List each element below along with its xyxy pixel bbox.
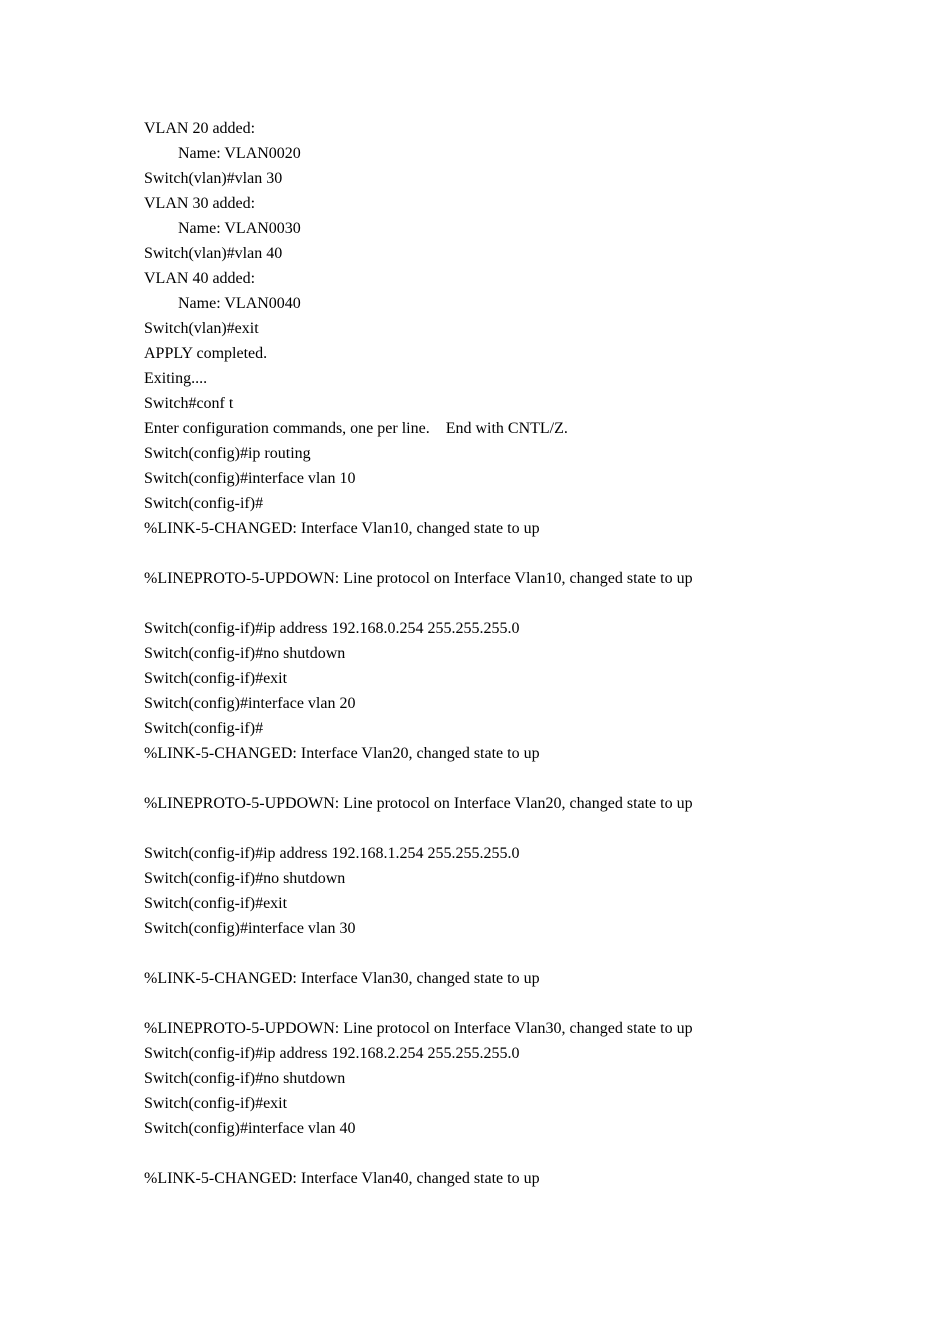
transcript-line: APPLY completed. <box>144 345 268 362</box>
blank-line <box>144 991 904 1016</box>
transcript-line: Name: VLAN0030 <box>178 220 301 237</box>
transcript-line: Switch(config-if)#no shutdown <box>144 1070 346 1087</box>
transcript-line: %LINK-5-CHANGED: Interface Vlan20, changed state to up <box>144 745 540 762</box>
blank-line <box>144 941 904 966</box>
transcript-line: Enter configuration commands, one per line. End with CNTL/Z. <box>144 420 568 437</box>
transcript-line: Switch(vlan)#vlan 30 <box>144 170 283 187</box>
transcript-line: Switch(config-if)#no shutdown <box>144 645 346 662</box>
transcript-line: Switch(config-if)#ip address 192.168.2.254 255.255.255.0 <box>144 1045 520 1062</box>
transcript-line: Switch(config)#interface vlan 10 <box>144 470 356 487</box>
transcript-line: %LINEPROTO-5-UPDOWN: Line protocol on Interface Vlan10, changed state to up <box>144 570 693 587</box>
transcript-line: %LINK-5-CHANGED: Interface Vlan30, changed state to up <box>144 970 540 987</box>
transcript-line: Switch(config)#interface vlan 20 <box>144 695 356 712</box>
blank-line <box>144 1141 904 1166</box>
transcript-line: Switch(config)#ip routing <box>144 445 311 462</box>
transcript-line: %LINK-5-CHANGED: Interface Vlan40, changed state to up <box>144 1170 540 1187</box>
transcript-line: VLAN 20 added: <box>144 120 256 137</box>
transcript-line: VLAN 30 added: <box>144 195 256 212</box>
transcript-line: Name: VLAN0040 <box>178 295 301 312</box>
transcript-line: Switch(config-if)#ip address 192.168.0.254 255.255.255.0 <box>144 620 520 637</box>
blank-line <box>144 591 904 616</box>
transcript-line: Switch(config-if)# <box>144 495 264 512</box>
blank-line <box>144 766 904 791</box>
transcript-line: Switch#conf t <box>144 395 234 412</box>
transcript-line: Name: VLAN0020 <box>178 145 301 162</box>
transcript-line: Switch(config-if)#exit <box>144 670 288 687</box>
transcript-line: %LINEPROTO-5-UPDOWN: Line protocol on Interface Vlan30, changed state to up <box>144 1020 693 1037</box>
transcript-line: VLAN 40 added: <box>144 270 256 287</box>
transcript-line: Switch(config-if)#ip address 192.168.1.254 255.255.255.0 <box>144 845 520 862</box>
transcript-line: Switch(config-if)#no shutdown <box>144 870 346 887</box>
transcript-line: Switch(config-if)#exit <box>144 1095 288 1112</box>
transcript-line: Exiting.... <box>144 370 208 387</box>
transcript-line: Switch(config-if)#exit <box>144 895 288 912</box>
transcript-line: Switch(config-if)# <box>144 720 264 737</box>
transcript-line: Switch(vlan)#exit <box>144 320 259 337</box>
transcript-line: %LINK-5-CHANGED: Interface Vlan10, changed state to up <box>144 520 540 537</box>
transcript-line: Switch(config)#interface vlan 30 <box>144 920 356 937</box>
transcript-line: Switch(vlan)#vlan 40 <box>144 245 283 262</box>
blank-line <box>144 541 904 566</box>
transcript-line: %LINEPROTO-5-UPDOWN: Line protocol on Interface Vlan20, changed state to up <box>144 795 693 812</box>
transcript-line: Switch(config)#interface vlan 40 <box>144 1120 356 1137</box>
console-transcript <box>144 116 904 1191</box>
blank-line <box>144 816 904 841</box>
